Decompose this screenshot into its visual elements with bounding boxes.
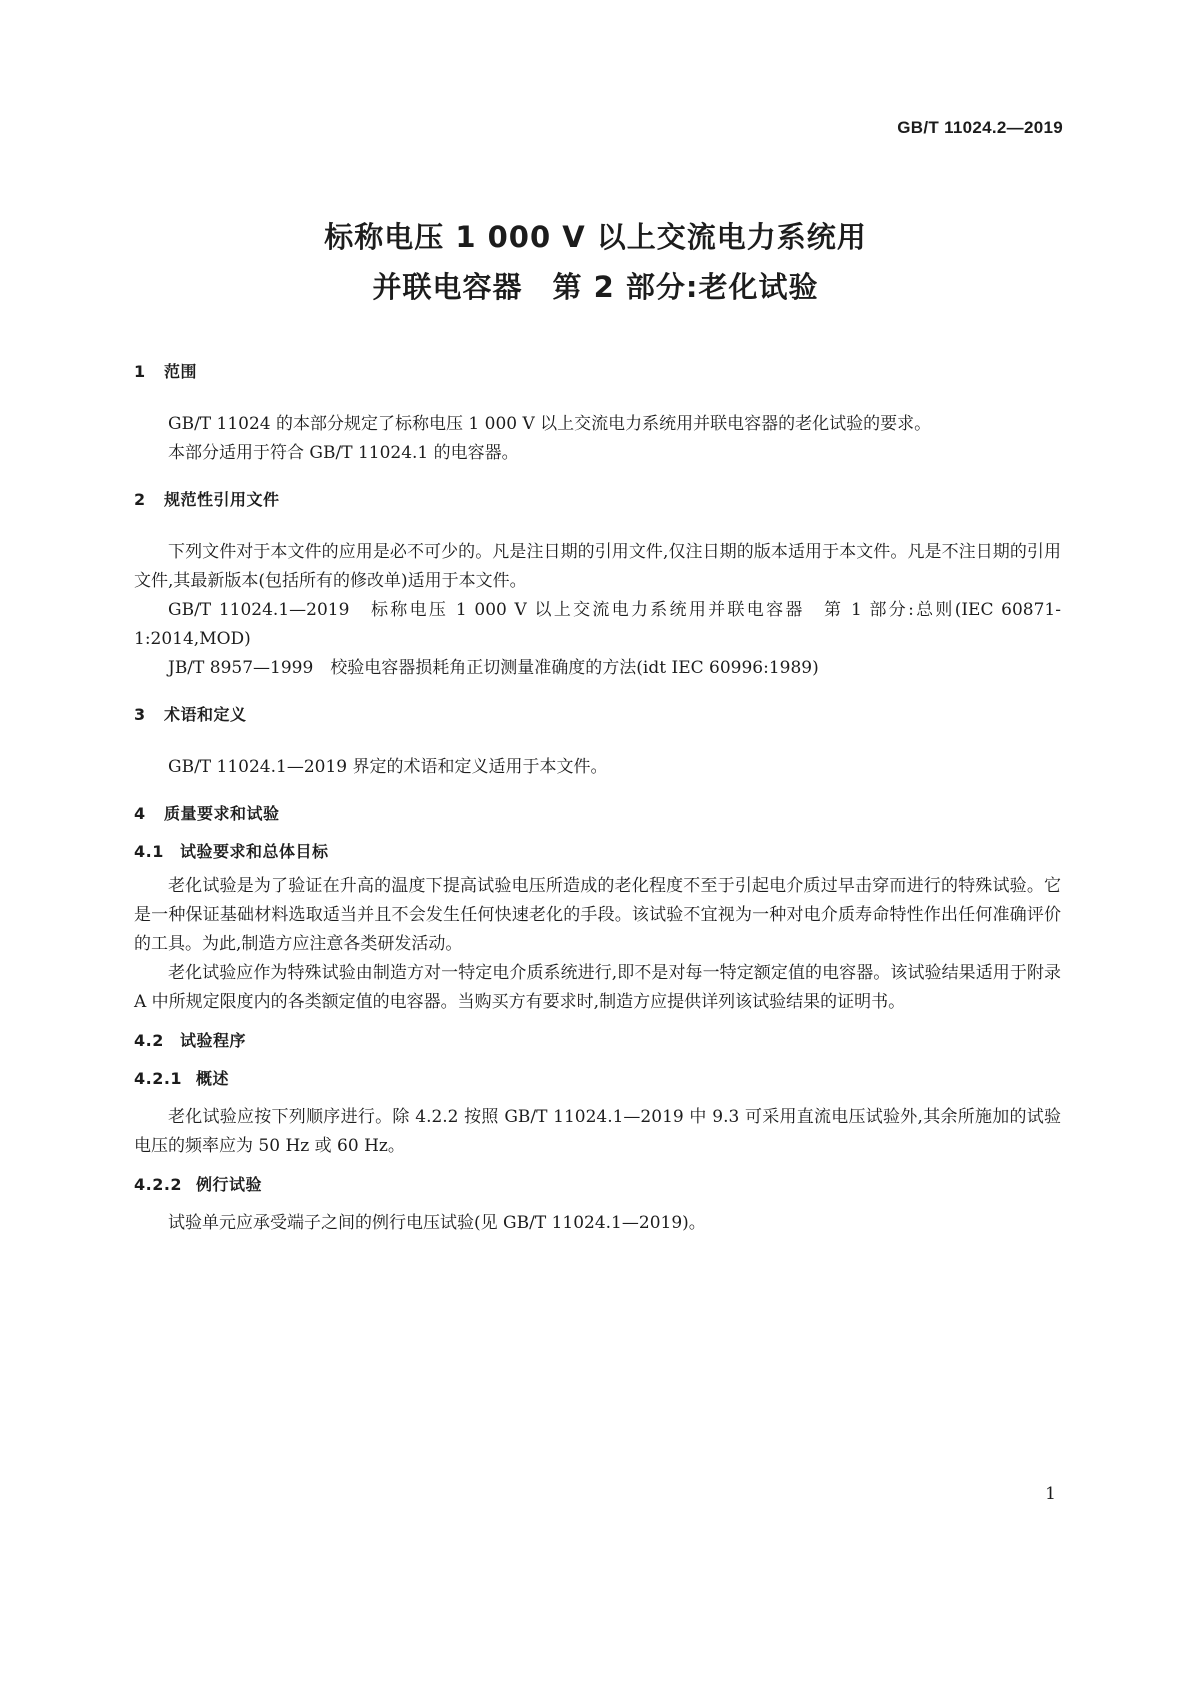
paragraph: 本部分适用于符合 GB/T 11024.1 的电容器。 bbox=[168, 443, 519, 463]
title-line-2: 并联电容器 第 2 部分:老化试验 bbox=[372, 270, 819, 304]
section-number: 4.2 bbox=[134, 1031, 164, 1050]
section-4-2-heading bbox=[134, 1027, 1061, 1055]
paragraph: 老化试验是为了验证在升高的温度下提高试验电压所造成的老化程度不至于引起电介质过早击穿而进行的特殊试验。它是一种保证基础材料选取适当并且不会发生任何快速老化的手段。该试验不宜视为一种对电介质寿命特性作出任何准确评价的工具。为此,制造方应注意各类研发活动。 bbox=[134, 876, 1061, 954]
section-number: 3 bbox=[134, 705, 146, 724]
paragraph: 下列文件对于本文件的应用是必不可少的。凡是注日期的引用文件,仅注日期的版本适用于本文件。凡是不注日期的引用文件,其最新版本(包括所有的修改单)适用于本文件。 bbox=[134, 542, 1061, 591]
section-3-heading bbox=[134, 701, 1061, 729]
section-number: 4 bbox=[134, 804, 146, 823]
paragraph: 试验单元应承受端子之间的例行电压试验(见 GB/T 11024.1—2019)。 bbox=[168, 1213, 706, 1233]
section-4-2-2-heading bbox=[134, 1171, 1061, 1199]
section-title: 规范性引用文件 bbox=[164, 490, 280, 509]
section-4-heading bbox=[134, 800, 1061, 828]
reference-item: GB/T 11024.1—2019 标称电压 1 000 V 以上交流电力系统用并联电容器 第 1 部分:总则(IEC 60871-1:2014,MOD) bbox=[134, 600, 1061, 649]
section-1-heading bbox=[134, 358, 1061, 386]
section-title: 例行试验 bbox=[196, 1175, 263, 1194]
section-number: 1 bbox=[134, 362, 146, 381]
section-number: 4.2.2 bbox=[134, 1175, 183, 1194]
document-body bbox=[134, 358, 1061, 1238]
paragraph: GB/T 11024 的本部分规定了标称电压 1 000 V 以上交流电力系统用并联电容器的老化试验的要求。 bbox=[168, 414, 932, 434]
section-title: 质量要求和试验 bbox=[164, 804, 280, 823]
section-4-1-heading bbox=[134, 838, 1061, 866]
document-title bbox=[0, 212, 1191, 312]
reference-item: JB/T 8957—1999 校验电容器损耗角正切测量准确度的方法(idt IEC 60996:1989) bbox=[168, 658, 819, 678]
section-number: 4.2.1 bbox=[134, 1069, 183, 1088]
section-title: 试验程序 bbox=[180, 1031, 247, 1050]
section-2-heading bbox=[134, 486, 1061, 514]
paragraph: 老化试验应作为特殊试验由制造方对一特定电介质系统进行,即不是对每一特定额定值的电容器。该试验结果适用于附录 A 中所规定限度内的各类额定值的电容器。当购买方有要求时,制造方应提供详列该试验结果的证明书。 bbox=[134, 963, 1061, 1012]
page-number: 1 bbox=[1045, 1484, 1056, 1504]
standard-code: GB/T 11024.2—2019 bbox=[897, 118, 1063, 137]
section-title: 试验要求和总体目标 bbox=[180, 842, 329, 861]
section-number: 4.1 bbox=[134, 842, 164, 861]
section-title: 范围 bbox=[164, 362, 198, 381]
paragraph: GB/T 11024.1—2019 界定的术语和定义适用于本文件。 bbox=[168, 757, 608, 777]
section-title: 概述 bbox=[196, 1069, 230, 1088]
title-line-1: 标称电压 1 000 V 以上交流电力系统用 bbox=[324, 220, 867, 254]
section-number: 2 bbox=[134, 490, 146, 509]
section-4-2-1-heading bbox=[134, 1065, 1061, 1093]
section-title: 术语和定义 bbox=[164, 705, 247, 724]
paragraph: 老化试验应按下列顺序进行。除 4.2.2 按照 GB/T 11024.1—2019 中 9.3 可采用直流电压试验外,其余所施加的试验电压的频率应为 50 Hz 或 60 Hz。 bbox=[134, 1107, 1061, 1156]
